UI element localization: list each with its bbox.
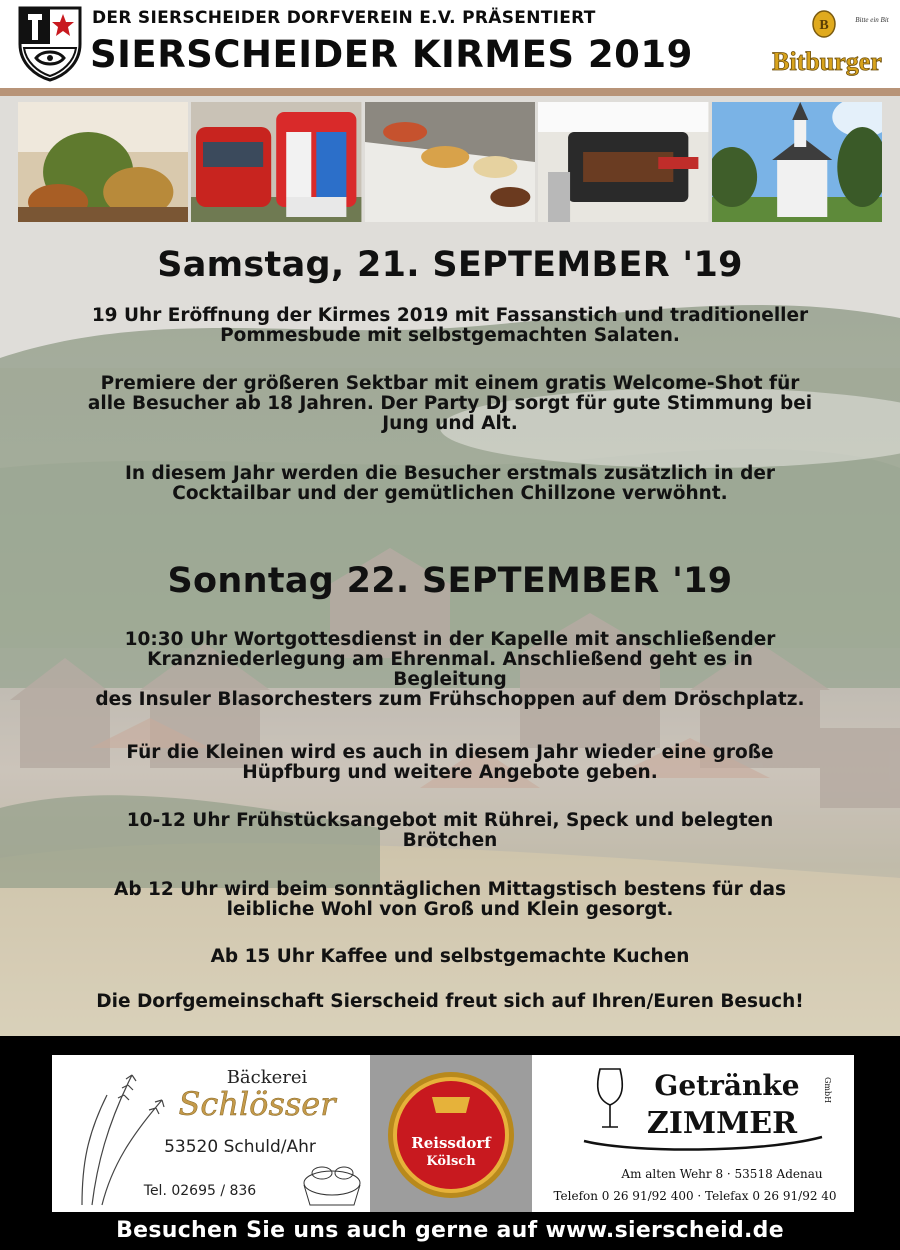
sunday-paragraph: 10:30 Uhr Wortgottesdienst in der Kapelle mit anschließender Kranzniederlegung am Ehrenmal. Anschließend geht es in Begleitung des Insuler Blasorchesters zum Frühschoppen auf dem Dröschplatz. (95, 629, 805, 710)
sunday-paragraph: Für die Kleinen wird es auch in diesem Jahr wieder eine große Hüpfburg und weitere Angebote geben. (126, 742, 774, 783)
photo-grill (538, 102, 708, 222)
header-subtitle: DER SIERSCHEIDER DORFVEREIN E.V. PRÄSENTIERT (92, 8, 596, 28)
sunday-paragraph: Ab 15 Uhr Kaffee und selbstgemachte Kuchen (210, 946, 690, 967)
svg-text:Am alten Wehr 8 · 53518 Adenau: Am alten Wehr 8 · 53518 Adenau (621, 1167, 823, 1181)
photo-cake-buffet (365, 102, 535, 222)
svg-text:Schlösser: Schlösser (178, 1085, 336, 1123)
wine-glass-icon (598, 1069, 623, 1127)
svg-text:53520 Schuld/Ahr: 53520 Schuld/Ahr (164, 1137, 316, 1157)
photo-harvest-decoration (18, 102, 188, 222)
coat-of-arms-icon (18, 6, 82, 82)
accent-stripe (0, 88, 900, 96)
sunday-closing: Die Dorfgemeinschaft Sierscheid freut sich auf Ihren/Euren Besuch! (96, 991, 804, 1012)
svg-text:ZIMMER: ZIMMER (646, 1106, 798, 1141)
svg-text:Getränke: Getränke (654, 1069, 800, 1102)
svg-text:Bitburger: Bitburger (772, 47, 882, 76)
sponsor-getraenke-zimmer (532, 1055, 854, 1212)
saturday-paragraph: Premiere der größeren Sektbar mit einem gratis Welcome-Shot für alle Besucher ab 18 Jahren. Der Party DJ sorgt für gute Stimmung bei Jung und Alt. (87, 373, 813, 434)
svg-text:Telefon 0 26 91/92 400 · Telef: Telefon 0 26 91/92 400 · Telefax 0 26 91/92 40 (553, 1189, 837, 1203)
saturday-heading: Samstag, 21. SEPTEMBER '19 (157, 245, 743, 285)
poster-body (0, 88, 900, 1036)
svg-text:GmbH: GmbH (823, 1077, 832, 1104)
svg-text:Tel. 02695 / 836: Tel. 02695 / 836 (143, 1183, 257, 1199)
page-title: SIERSCHEIDER KIRMES 2019 (90, 33, 693, 76)
svg-text:Kölsch: Kölsch (426, 1154, 476, 1169)
bread-basket-icon (304, 1167, 360, 1205)
photo-chapel (712, 102, 882, 222)
svg-text:B: B (819, 18, 829, 33)
bitburger-logo (764, 6, 890, 82)
sunday-heading: Sonntag 22. SEPTEMBER '19 (167, 561, 733, 601)
saturday-paragraph: 19 Uhr Eröffnung der Kirmes 2019 mit Fassanstich und traditioneller Pommesbude mit selbstgemachten Salaten. (91, 305, 809, 346)
footer-website-text[interactable]: Besuchen Sie uns auch gerne auf www.sierscheid.de (116, 1218, 784, 1243)
photo-bouncy-castle (191, 102, 361, 222)
svg-text:Bitte ein Bit: Bitte ein Bit (855, 16, 889, 24)
sponsor-bakery-schloesser (52, 1055, 370, 1212)
sponsor-reissdorf (370, 1055, 532, 1212)
svg-text:Reissdorf: Reissdorf (411, 1134, 491, 1152)
sunday-paragraph: 10-12 Uhr Frühstücksangebot mit Rührei, Speck und belegten Brötchen (126, 810, 774, 851)
sponsor-band (52, 1055, 854, 1212)
svg-text:Bäckerei: Bäckerei (226, 1067, 308, 1088)
sunday-paragraph: Ab 12 Uhr wird beim sonntäglichen Mittagstisch bestens für das leibliche Wohl von Groß und Klein gesorgt. (114, 879, 786, 920)
header (0, 0, 900, 88)
saturday-paragraph: In diesem Jahr werden die Besucher erstmals zusätzlich in der Cocktailbar und der gemütlichen Chillzone verwöhnt. (124, 463, 776, 504)
photo-strip (18, 102, 882, 222)
